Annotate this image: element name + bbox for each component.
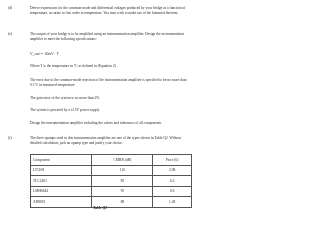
table-row (31, 165, 192, 176)
header-component: Component (31, 155, 92, 166)
gain-error-line: The gain error of the system is no more than 2% (30, 96, 100, 100)
header-cmrr: CMRR (dB) (92, 155, 153, 166)
cell-cmrr: 95 (92, 186, 153, 197)
part-d-text: Derive expressions for the common mode and differential voltages produced by your bridge as a function of temperature, accurate to first order in temperature. You may wish to make use of the binomial theorem. (30, 6, 186, 16)
part-f-label: (f) (8, 136, 12, 140)
table-row (31, 186, 192, 197)
part-d-label: (d) (8, 6, 13, 10)
cmrr-error-line: The error due to the common-mode rejection of the instrumentation amplifier is specified to be no more than 0.1°C in measured temperature (30, 78, 187, 87)
cell-cmrr: 116 (92, 165, 153, 176)
cell-component: TLC2201 (31, 176, 92, 187)
table-row (31, 176, 192, 187)
cell-component: LMH6642 (31, 186, 92, 197)
cell-price: 0.6 (153, 186, 192, 197)
table-caption: Table Q2 (92, 206, 108, 210)
cell-price: 1.28 (153, 197, 192, 208)
cell-component: AD8091 (31, 197, 92, 208)
where-line: Where T is the temperature in °C as defined in (Equation 2) (30, 64, 116, 68)
part-e-label: (e) (8, 32, 12, 36)
cell-cmrr: 88 (92, 197, 153, 208)
design-line: Design the instrumentation amplifier including the values and tolerances of all components. (30, 121, 162, 125)
output-equation: V_out = 10mV · T (30, 51, 59, 56)
cell-component: LT1168 (31, 165, 92, 176)
power-supply-line: The system is powered by a ±15V power supply (30, 108, 100, 112)
cell-cmrr: 85 (92, 176, 153, 187)
header-price: Price (£) (153, 155, 192, 166)
part-e-text: The output of your bridge is to be amplified using an instrumentation amplifier. Design the instrumentation amplifier to meet the following specifications: (30, 32, 185, 42)
table-header-row (31, 155, 192, 166)
opamp-table (30, 154, 192, 208)
cell-price: 2.08 (153, 165, 192, 176)
part-f-text: The three opamps used in this instrumentation amplifier are one of the types shown in Table Q2. Without detailed calculation, pick an opamp type and justify your choice. (30, 136, 181, 146)
cell-price: 6.2 (153, 176, 192, 187)
